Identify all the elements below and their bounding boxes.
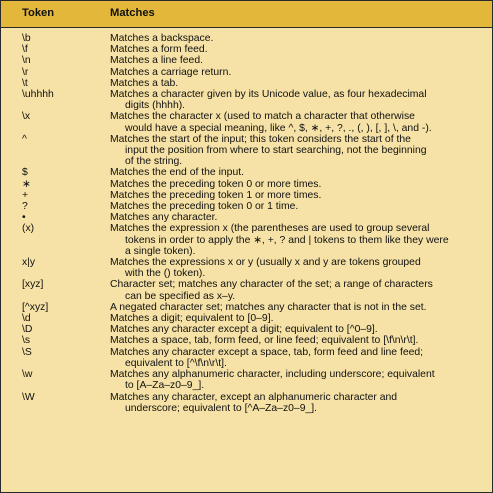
token-cell: \t	[22, 77, 28, 89]
matches-line: Matches a carriage return.	[110, 66, 232, 78]
table-body	[1, 33, 492, 414]
matches-cell	[110, 33, 480, 44]
table-row	[1, 313, 492, 324]
token-cell: [xyz]	[22, 279, 44, 291]
token-cell: ^	[22, 133, 27, 145]
token-cell: +	[22, 189, 29, 201]
matches-line: Matches a form feed.	[110, 44, 208, 56]
token-cell: ∗	[22, 178, 31, 190]
matches-line: Matches a line feed.	[110, 55, 203, 67]
table-row	[1, 33, 492, 44]
matches-line: a single token).	[125, 245, 196, 257]
matches-cell	[110, 257, 480, 279]
matches-column-header: Matches	[110, 7, 155, 19]
matches-line: can be specified as x–y.	[125, 290, 236, 302]
matches-line: Matches any character.	[110, 212, 218, 224]
token-cell: \d	[22, 313, 31, 325]
table-row	[1, 212, 492, 223]
token-cell: \S	[22, 346, 32, 358]
table-row	[1, 335, 492, 346]
token-cell: \w	[22, 369, 33, 381]
matches-line: digits (hhhh).	[125, 100, 186, 112]
table-row	[1, 302, 492, 313]
matches-line: Matches any alphanumeric character, including underscore; equivalent	[110, 369, 435, 381]
table-row	[1, 55, 492, 66]
table-row	[1, 44, 492, 55]
matches-cell	[110, 111, 480, 133]
matches-cell	[110, 212, 480, 223]
matches-line: Matches a backspace.	[110, 33, 214, 44]
matches-line: Matches a character given by its Unicode value, as four hexadecimal	[110, 89, 427, 101]
token-cell: \f	[22, 44, 28, 56]
matches-line: Matches the expressions x or y (usually x and y are tokens grouped	[110, 257, 421, 269]
table-row	[1, 89, 492, 111]
token-cell: (x)	[22, 223, 35, 235]
matches-cell	[110, 44, 480, 55]
matches-line: with the () token).	[125, 268, 206, 280]
matches-line: A negated character set; matches any character that is not in the set.	[110, 301, 427, 313]
matches-line: Matches the preceding token 1 or more times.	[110, 189, 322, 201]
token-cell: \uhhhh	[22, 89, 54, 101]
table-row	[1, 257, 492, 279]
matches-line: would have a special meaning, like ^, $, ∗, +, ?, ., (, ), [, ], \, and -).	[125, 122, 432, 134]
matches-cell	[110, 335, 480, 346]
matches-line: Matches a space, tab, form feed, or line feed; equivalent to [\f\n\r\t].	[110, 335, 419, 347]
matches-cell	[110, 369, 480, 391]
matches-line: Matches a digit; equivalent to [0–9].	[110, 313, 274, 325]
matches-line: Matches the expression x (the parentheses are used to group several	[110, 223, 430, 235]
table-row	[1, 179, 492, 190]
token-cell: \x	[22, 111, 31, 123]
matches-line: Matches any character except a space, tab, form feed and line feed;	[110, 346, 424, 358]
matches-line: Matches the preceding token 0 or 1 time.	[110, 201, 299, 213]
matches-cell	[110, 392, 480, 414]
matches-line: Matches the character x (used to match a character that otherwise	[110, 111, 415, 123]
table-row	[1, 134, 492, 168]
matches-line: Matches the preceding token 0 or more times.	[110, 178, 322, 190]
matches-line: input the position from where to start searching, not the beginning	[125, 145, 427, 157]
matches-cell	[110, 201, 480, 212]
matches-cell	[110, 67, 480, 78]
table-row	[1, 67, 492, 78]
table-row	[1, 223, 492, 257]
matches-cell	[110, 134, 480, 168]
token-cell: x|y	[22, 257, 36, 269]
token-cell: \s	[22, 335, 31, 347]
matches-line: Matches any character except a digit; equivalent to [^0–9].	[110, 324, 378, 336]
matches-cell	[110, 223, 480, 257]
matches-cell	[110, 89, 480, 111]
matches-cell	[110, 347, 480, 369]
table-row	[1, 190, 492, 201]
token-cell: \W	[22, 391, 35, 403]
table-row	[1, 324, 492, 335]
matches-line: tokens in order to apply the ∗, +, ? and | tokens to them like they were	[125, 234, 449, 246]
token-cell: \r	[22, 66, 29, 78]
table-row	[1, 392, 492, 414]
table-row	[1, 201, 492, 212]
token-cell: •	[22, 212, 26, 224]
matches-line: underscore; equivalent to [^A–Za–z0–9_].	[125, 402, 318, 414]
token-column-header: Token	[22, 7, 55, 19]
matches-line: Character set; matches any character of the set; a range of characters	[110, 279, 433, 291]
matches-cell	[110, 190, 480, 201]
table-row	[1, 279, 492, 301]
matches-cell	[110, 324, 480, 335]
token-cell: ?	[22, 201, 28, 213]
matches-line: to [A–Za–z0–9_].	[125, 380, 205, 392]
matches-line: of the string.	[125, 156, 183, 168]
token-cell: [^xyz]	[22, 301, 49, 313]
table-row	[1, 111, 492, 133]
matches-cell	[110, 78, 480, 89]
matches-cell	[110, 167, 480, 178]
token-cell: \n	[22, 55, 31, 67]
matches-cell	[110, 313, 480, 324]
matches-line: Matches the end of the input.	[110, 167, 245, 179]
token-cell: \b	[22, 33, 31, 44]
matches-cell	[110, 302, 480, 313]
table-row	[1, 78, 492, 89]
table-row	[1, 369, 492, 391]
matches-cell	[110, 179, 480, 190]
token-cell: \D	[22, 324, 33, 336]
matches-line: Matches a tab.	[110, 77, 179, 89]
matches-line: equivalent to [^\f\n\r\t].	[125, 357, 227, 369]
table-header	[1, 1, 492, 28]
matches-cell	[110, 55, 480, 66]
matches-line: Matches any character, except an alphanumeric character and	[110, 391, 398, 403]
table-row	[1, 167, 492, 178]
token-cell: $	[22, 167, 28, 179]
matches-line: Matches the start of the input; this token considers the start of the	[110, 133, 411, 145]
matches-cell	[110, 279, 480, 301]
table-row	[1, 347, 492, 369]
